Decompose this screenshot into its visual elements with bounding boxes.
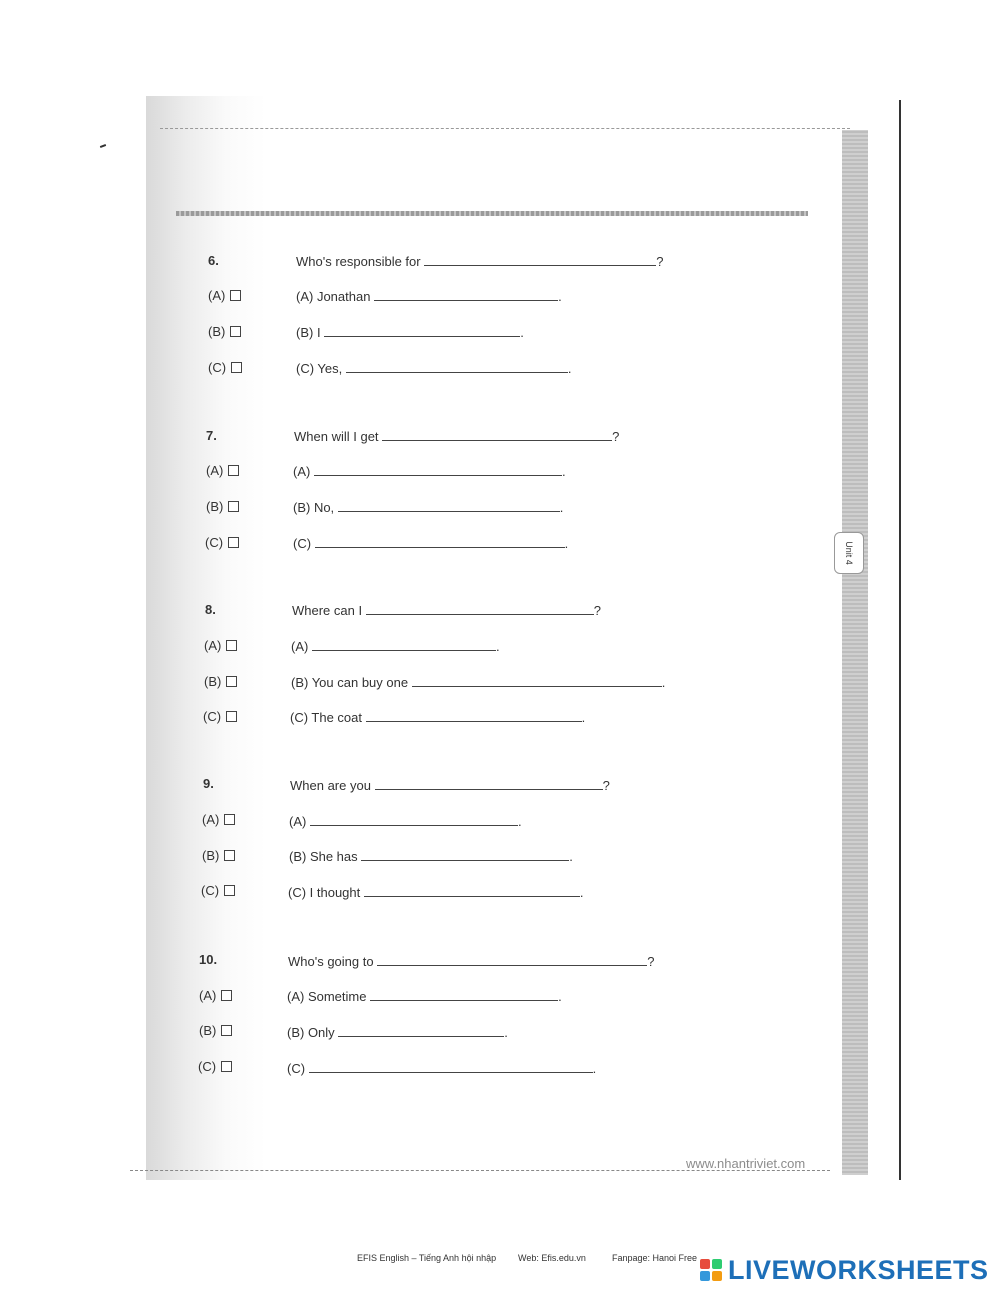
watermark: www.nhantriviet.com — [686, 1156, 806, 1171]
answer-blank[interactable] — [424, 253, 656, 266]
option-text-c: (C) I thought . — [288, 885, 584, 900]
option-checkbox-c[interactable]: (C) — [203, 709, 237, 724]
option-checkbox-c[interactable]: (C) — [198, 1059, 232, 1074]
top-cut-line — [160, 128, 850, 129]
unit-tab-label: Unit 4 — [843, 541, 854, 565]
question-prompt: When will I get ? — [294, 429, 620, 444]
logo-square — [700, 1271, 710, 1281]
answer-blank[interactable] — [309, 1060, 593, 1073]
option-text-c: (C) Yes, . — [296, 361, 572, 376]
option-text-b: (B) You can buy one . — [291, 675, 666, 690]
option-checkbox-a[interactable]: (A) — [208, 288, 241, 303]
footer-fanpage: Fanpage: Hanoi Free — [612, 1253, 698, 1263]
answer-blank[interactable] — [346, 360, 568, 373]
answer-blank[interactable] — [377, 953, 647, 966]
option-text-a: (A) Sometime . — [287, 989, 562, 1004]
checkbox[interactable] — [231, 362, 242, 373]
answer-blank[interactable] — [338, 499, 560, 512]
checkbox[interactable] — [228, 465, 239, 476]
answer-blank[interactable] — [364, 884, 580, 897]
option-checkbox-b[interactable]: (B) — [206, 499, 239, 514]
option-checkbox-a[interactable]: (A) — [204, 638, 237, 653]
checkbox[interactable] — [226, 676, 237, 687]
option-checkbox-c[interactable]: (C) — [201, 883, 235, 898]
footer-efis: EFIS English – Tiếng Anh hội nhập — [357, 1253, 497, 1263]
option-checkbox-b[interactable]: (B) — [202, 848, 235, 863]
option-text-a: (A) . — [291, 639, 500, 654]
option-checkbox-c[interactable]: (C) — [208, 360, 242, 375]
checkbox[interactable] — [221, 990, 232, 1001]
checkbox[interactable] — [228, 537, 239, 548]
unit-tab — [834, 532, 864, 574]
answer-blank[interactable] — [324, 324, 520, 337]
question-number: 6. — [208, 253, 219, 268]
option-text-c: (C) The coat . — [290, 710, 586, 725]
answer-blank[interactable] — [366, 602, 594, 615]
answer-blank[interactable] — [315, 535, 565, 548]
answer-blank[interactable] — [338, 1024, 504, 1037]
checkbox[interactable] — [224, 885, 235, 896]
option-text-a: (A) . — [293, 464, 566, 479]
question-prompt: When are you ? — [290, 778, 610, 793]
question-number: 9. — [203, 776, 214, 791]
option-checkbox-b[interactable]: (B) — [199, 1023, 232, 1038]
liveworksheets-icon — [700, 1259, 722, 1281]
option-text-c: (C) . — [293, 536, 569, 551]
option-text-b: (B) She has . — [289, 849, 573, 864]
answer-blank[interactable] — [361, 848, 569, 861]
option-text-b: (B) I . — [296, 325, 524, 340]
checkbox[interactable] — [226, 640, 237, 651]
liveworksheets-wordmark: LIVEWORKSHEETS — [728, 1254, 989, 1285]
option-text-a: (A) . — [289, 814, 522, 829]
answer-blank[interactable] — [412, 674, 662, 687]
scan-speck — [100, 144, 106, 148]
logo-square — [700, 1259, 710, 1269]
answer-blank[interactable] — [374, 288, 558, 301]
option-text-b: (B) Only . — [287, 1025, 508, 1040]
question-number: 7. — [206, 428, 217, 443]
header-rule — [176, 211, 808, 216]
liveworksheets-logo[interactable] — [700, 1255, 989, 1285]
checkbox[interactable] — [224, 814, 235, 825]
checkbox[interactable] — [224, 850, 235, 861]
option-checkbox-a[interactable]: (A) — [202, 812, 235, 827]
answer-blank[interactable] — [370, 988, 558, 1001]
checkbox[interactable] — [226, 711, 237, 722]
checkbox[interactable] — [230, 290, 241, 301]
answer-blank[interactable] — [366, 709, 582, 722]
page-edge-line — [899, 100, 901, 1180]
option-checkbox-c[interactable]: (C) — [205, 535, 239, 550]
checkbox[interactable] — [221, 1061, 232, 1072]
question-prompt: Who's going to ? — [288, 954, 655, 969]
checkbox[interactable] — [221, 1025, 232, 1036]
option-text-a: (A) Jonathan . — [296, 289, 562, 304]
answer-blank[interactable] — [310, 813, 518, 826]
logo-square — [712, 1259, 722, 1269]
option-text-c: (C) . — [287, 1061, 597, 1076]
footer-web: Web: Efis.edu.vn — [518, 1253, 586, 1263]
logo-square — [712, 1271, 722, 1281]
option-checkbox-a[interactable]: (A) — [199, 988, 232, 1003]
answer-blank[interactable] — [375, 777, 603, 790]
question-prompt: Who's responsible for ? — [296, 254, 664, 269]
option-checkbox-b[interactable]: (B) — [204, 674, 237, 689]
checkbox[interactable] — [230, 326, 241, 337]
option-text-b: (B) No, . — [293, 500, 564, 515]
question-prompt: Where can I ? — [292, 603, 601, 618]
page-edge-strip — [842, 130, 868, 1175]
option-checkbox-b[interactable]: (B) — [208, 324, 241, 339]
question-number: 10. — [199, 952, 218, 967]
question-number: 8. — [205, 602, 216, 617]
option-checkbox-a[interactable]: (A) — [206, 463, 239, 478]
checkbox[interactable] — [228, 501, 239, 512]
answer-blank[interactable] — [312, 638, 496, 651]
answer-blank[interactable] — [382, 428, 612, 441]
answer-blank[interactable] — [314, 463, 562, 476]
